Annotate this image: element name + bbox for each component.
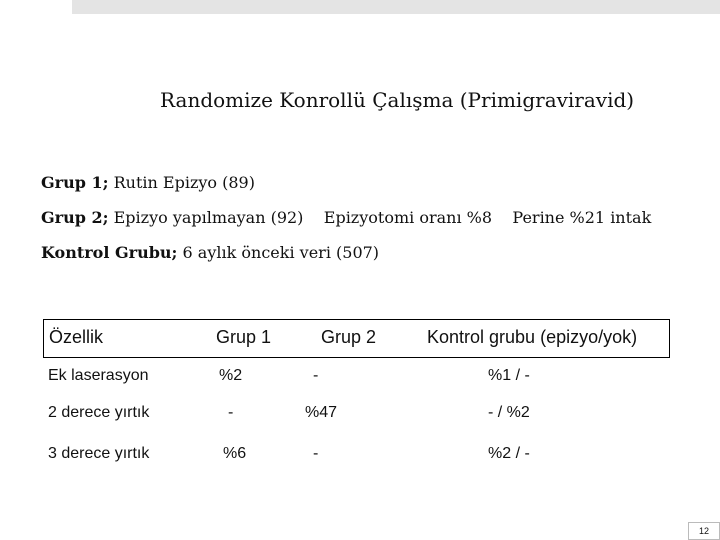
header-ozellik: Özellik (49, 327, 104, 347)
slide-title: Randomize Konrollü Çalışma (Primigraviravid) (160, 88, 635, 112)
row-2-grup-1: - (228, 404, 234, 421)
group-2-text: Epizyo yapılmayan (92) Epizyotomi oranı %8 Perine %21 intak (108, 208, 652, 227)
row-3-kontrol: %2 / - (488, 445, 530, 462)
table-header-row (43, 319, 670, 358)
row-1-kontrol: %1 / - (488, 367, 530, 384)
group-1-label: Grup 1; (41, 173, 109, 192)
row-2-grup-2: %47 (305, 404, 338, 421)
group-1-text: Rutin Epizyo (89) (108, 173, 255, 192)
row-2-kontrol: - / %2 (488, 404, 530, 421)
row-1-ozellik: Ek laserasyon (48, 367, 149, 384)
page-number: 12 (688, 522, 720, 540)
row-1-grup-1: %2 (219, 367, 243, 384)
group-1-line (41, 173, 255, 192)
header-grup-2: Grup 2 (321, 327, 377, 347)
row-3-grup-1: %6 (223, 445, 247, 462)
row-2-ozellik: 2 derece yırtık (48, 404, 150, 421)
header-grup-1: Grup 1 (216, 327, 272, 347)
control-group-line (41, 243, 379, 262)
row-1-grup-2: - (313, 367, 319, 384)
group-2-label: Grup 2; (41, 208, 109, 227)
control-group-label: Kontrol Grubu; (41, 243, 178, 262)
comparison-table (43, 319, 670, 479)
row-3-ozellik: 3 derece yırtık (48, 445, 150, 462)
control-group-text: 6 aylık önceki veri (507) (177, 243, 380, 262)
top-decorative-bar (72, 0, 720, 14)
group-2-line (41, 208, 651, 227)
header-kontrol-grubu: Kontrol grubu (epizyo/yok) (427, 327, 638, 347)
row-3-grup-2: - (313, 445, 319, 462)
